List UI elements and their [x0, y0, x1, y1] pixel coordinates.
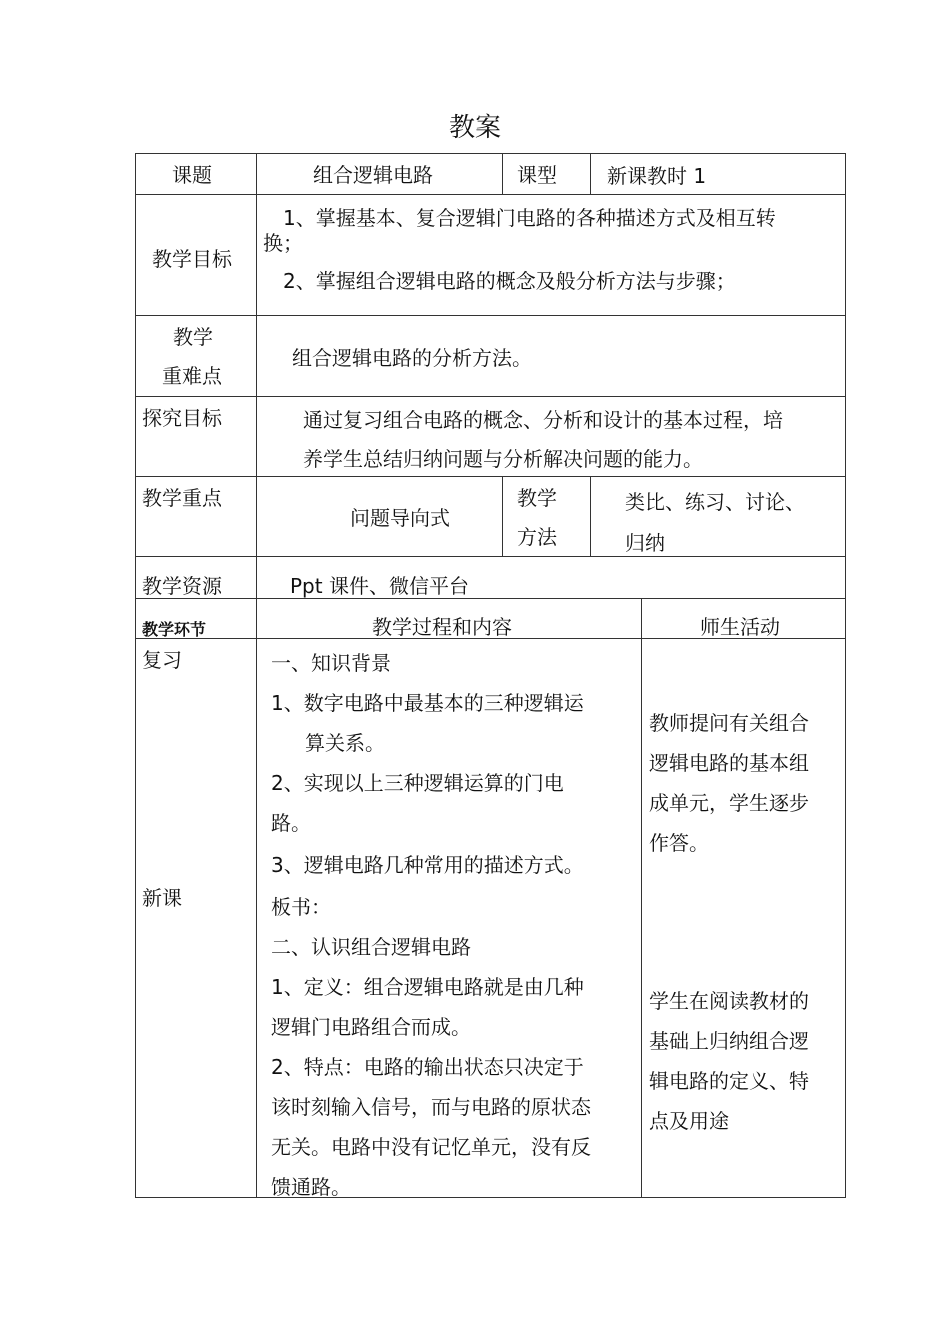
row-divider — [135, 556, 846, 557]
method-value-line-2: 归纳 — [625, 531, 665, 555]
method-label-line-2: 方法 — [517, 525, 557, 549]
activity-line: 学生在阅读教材的 — [649, 989, 809, 1013]
col-divider — [590, 153, 591, 194]
activity-line: 逻辑电路的基本组 — [649, 751, 809, 775]
stage-header: 教学环节 — [142, 620, 207, 639]
content-line: 板书： — [271, 895, 331, 919]
resources-value: Ppt 课件、微信平台 — [290, 574, 469, 598]
activity-line: 点及用途 — [649, 1109, 729, 1133]
method-label-line-1: 教学 — [517, 486, 557, 510]
page-title: 教案 — [448, 113, 501, 143]
type-value: 新课教时 1 — [607, 164, 707, 188]
content-line: 无关。电路中没有记忆单元，没有反 — [271, 1135, 591, 1159]
focus-label: 教学重点 — [142, 486, 222, 510]
topic-value: 组合逻辑电路 — [313, 163, 433, 187]
activity-line: 作答。 — [649, 831, 709, 855]
content-line: 算关系。 — [305, 731, 385, 755]
row-divider — [135, 476, 846, 477]
content-line: 1、数字电路中最基本的三种逻辑运 — [271, 691, 584, 715]
content-line: 逻辑门电路组合而成。 — [271, 1015, 471, 1039]
col-divider — [641, 598, 642, 1198]
content-line: 2、实现以上三种逻辑运算的门电 — [271, 771, 564, 795]
focus-value: 问题导向式 — [350, 506, 450, 530]
content-line: 2、特点：电路的输出状态只决定于 — [271, 1055, 584, 1079]
content-line: 3、逻辑电路几种常用的描述方式。 — [271, 853, 584, 877]
content-line: 1、定义：组合逻辑电路就是由几种 — [271, 975, 584, 999]
topic-label: 课题 — [172, 163, 212, 187]
content-line: 二、认识组合逻辑电路 — [271, 935, 471, 959]
inquiry-line-1: 通过复习组合电路的概念、分析和设计的基本过程，培 — [303, 408, 783, 432]
activity-header: 师生活动 — [700, 615, 780, 639]
resources-label: 教学资源 — [142, 574, 222, 598]
col-divider — [256, 153, 257, 1198]
content-line: 该时刻输入信号，而与电路的原状态 — [271, 1095, 591, 1119]
activity-line: 教师提问有关组合 — [649, 711, 809, 735]
stage-review: 复习 — [142, 648, 182, 672]
row-divider — [135, 396, 846, 397]
activity-line: 辑电路的定义、特 — [649, 1069, 809, 1093]
objective-2: 2、掌握组合逻辑电路的概念及般分析方法与步骤； — [283, 269, 736, 293]
method-value-line-1: 类比、练习、讨论、 — [625, 490, 805, 514]
col-divider — [502, 153, 503, 194]
difficulty-label-line-1: 教学 — [173, 325, 213, 349]
difficulty-label-line-2: 重难点 — [162, 364, 222, 388]
col-divider — [590, 476, 591, 556]
activity-line: 成单元，学生逐步 — [649, 791, 809, 815]
type-label: 课型 — [517, 163, 557, 187]
activity-line: 基础上归纳组合逻 — [649, 1029, 809, 1053]
objective-1-line-2: 换； — [263, 231, 303, 255]
content-line: 一、知识背景 — [271, 651, 391, 675]
col-divider — [502, 476, 503, 556]
inquiry-line-2: 养学生总结归纳问题与分析解决问题的能力。 — [303, 447, 703, 471]
objective-1-line-1: 1、掌握基本、复合逻辑门电路的各种描述方式及相互转 — [283, 206, 776, 230]
content-header: 教学过程和内容 — [372, 615, 512, 639]
content-line: 馈通路。 — [271, 1175, 351, 1199]
row-divider — [135, 598, 846, 599]
inquiry-label: 探究目标 — [142, 406, 222, 430]
difficulty-value: 组合逻辑电路的分析方法。 — [292, 346, 532, 370]
content-line: 路。 — [271, 811, 311, 835]
row-divider — [135, 194, 846, 195]
stage-new-lesson: 新课 — [142, 886, 182, 910]
objectives-label: 教学目标 — [152, 247, 232, 271]
row-divider — [135, 315, 846, 316]
